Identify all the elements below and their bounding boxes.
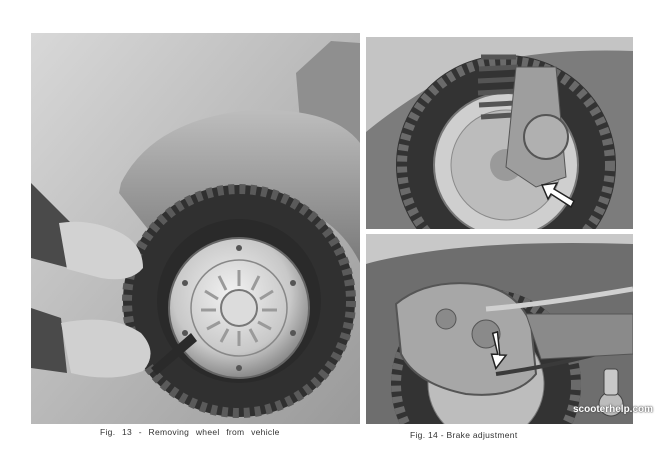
engine-brake-cable-illustration [366,234,633,424]
watermark-text: scooterhelp.com [573,404,654,415]
wheel-removal-illustration [31,33,360,424]
figure-14-bottom-photo [366,234,633,424]
figure-14-caption: Fig. 14 - Brake adjustment [410,430,518,440]
swing-arm-shape [526,314,633,359]
brake-drum-illustration [366,37,633,229]
figure-13-photo [31,33,360,424]
hub-cap-shape [221,290,257,326]
figure-14-top-photo [366,37,633,229]
figure-13-caption: Fig. 13 - Removing wheel from vehicle [100,427,280,437]
